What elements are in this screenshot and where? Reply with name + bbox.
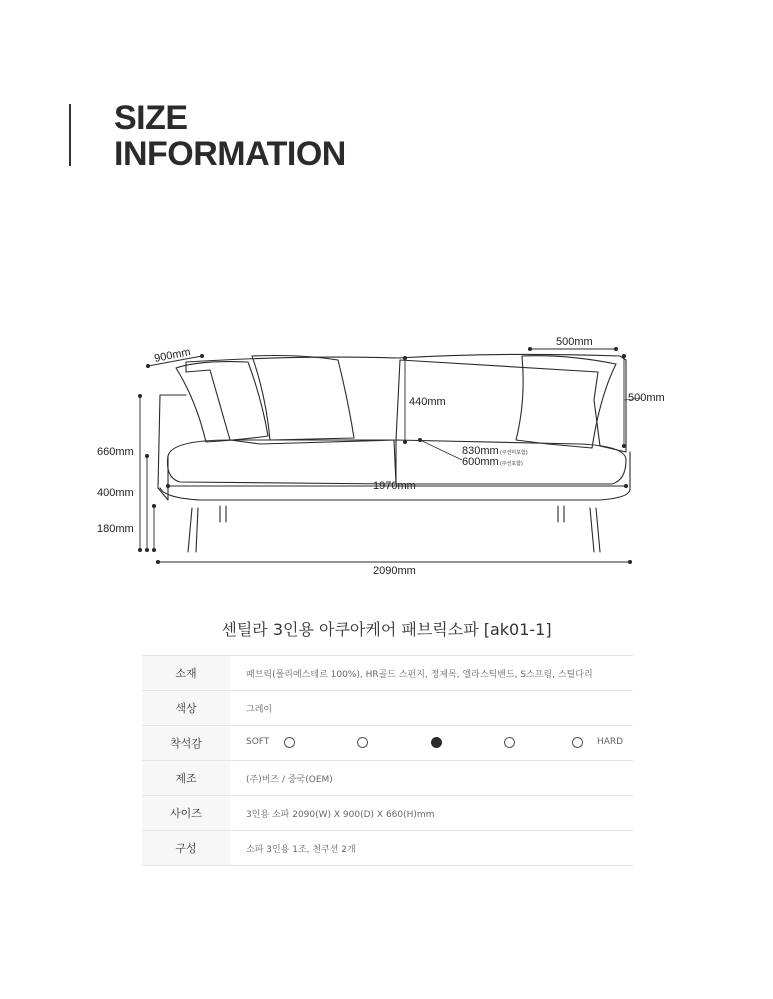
sofa-back xyxy=(186,354,626,452)
spec-row-comfort xyxy=(142,726,633,761)
spec-label: 착석감 xyxy=(142,726,230,761)
spec-table xyxy=(142,655,633,866)
spec-row-manufacturer xyxy=(142,761,633,796)
seat-height-label: 400mm xyxy=(97,487,134,499)
seat-cushion-left xyxy=(168,440,397,484)
spec-value: 3인용 소파 2090(W) X 900(D) X 660(H)mm xyxy=(230,796,633,831)
spec-label: 사이즈 xyxy=(142,796,230,831)
leg-height-label: 180mm xyxy=(97,523,134,535)
spec-row-material xyxy=(142,656,633,691)
comfort-dot-1 xyxy=(284,737,295,748)
spec-row-color xyxy=(142,691,633,726)
spec-label: 제조 xyxy=(142,761,230,796)
comfort-dot-3 xyxy=(431,737,442,748)
total-height-label: 660mm xyxy=(97,446,134,458)
scale-soft-label: SOFT xyxy=(246,737,270,747)
pillow-1 xyxy=(176,362,268,442)
comfort-scale xyxy=(246,736,624,750)
seat-depth-main-note: (쿠션미포함) xyxy=(500,450,528,456)
depth-label: 900mm xyxy=(153,346,192,365)
leg-front-left xyxy=(188,508,198,552)
title-line-1: SIZE xyxy=(114,99,188,137)
leg-front-right xyxy=(590,508,600,552)
spec-label: 구성 xyxy=(142,831,230,866)
scale-hard-label: HARD xyxy=(597,737,624,747)
product-name: 센틸라 3인용 아쿠아케어 패브릭소파 [ak01-1] xyxy=(221,620,552,639)
spec-label: 소재 xyxy=(142,656,230,691)
spec-value: 소파 3인용 1조, 천쿠션 2개 xyxy=(230,831,633,866)
seat-depth-main-label: 830mm xyxy=(462,445,499,457)
comfort-dot-2 xyxy=(357,737,368,748)
spec-value: 패브릭(폴리에스테르 100%), HR골드 스펀지, 정제목, 엘라스틱밴드, S스프링, 스틸다리 xyxy=(230,656,633,691)
seat-width-label: 1970mm xyxy=(373,480,416,492)
seat-depth-sub-label: 600mm xyxy=(462,456,499,468)
armrest-width-label: 500mm xyxy=(556,336,593,348)
spec-label: 색상 xyxy=(142,691,230,726)
back-height-label: 440mm xyxy=(409,396,446,408)
sofa-left-side xyxy=(158,395,186,500)
spec-value: (주)버즈 / 중국(OEM) xyxy=(230,761,633,796)
armrest-height-label: 500mm xyxy=(628,392,665,404)
leg-back-right xyxy=(558,506,564,522)
comfort-dot-4 xyxy=(504,737,515,748)
title-line-2: INFORMATION xyxy=(114,135,346,173)
seat-depth-sub-note: (쿠션포함) xyxy=(500,461,523,467)
spec-row-size xyxy=(142,796,633,831)
spec-value: 그레이 xyxy=(230,691,633,726)
spec-row-composition xyxy=(142,831,633,866)
comfort-dot-5 xyxy=(572,737,583,748)
total-width-label: 2090mm xyxy=(373,565,416,577)
leg-back-left xyxy=(220,506,226,522)
pillow-2 xyxy=(252,356,354,441)
